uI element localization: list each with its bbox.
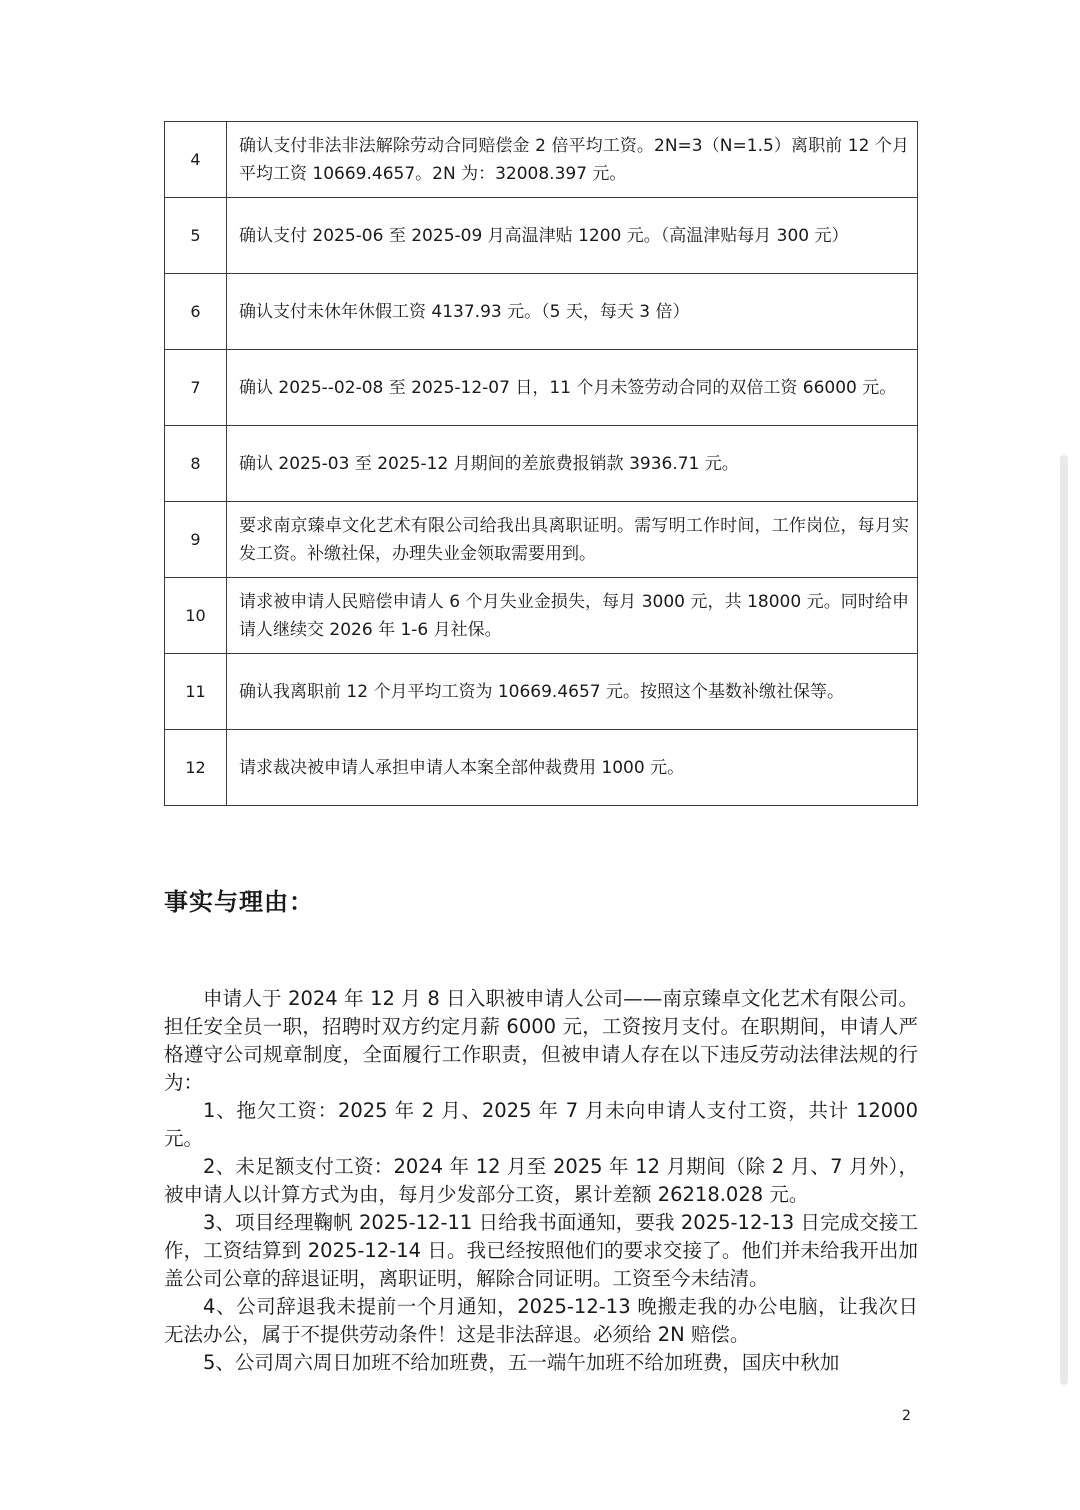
facts-body — [164, 985, 918, 1377]
claim-number: 7 — [165, 350, 227, 426]
claim-text: 确认支付未休年休假工资 4137.93 元。（5 天，每天 3 倍） — [227, 274, 918, 350]
claim-number: 6 — [165, 274, 227, 350]
claim-number: 10 — [165, 578, 227, 654]
table-row — [165, 502, 918, 578]
claim-number: 11 — [165, 654, 227, 730]
claim-number: 9 — [165, 502, 227, 578]
claim-number: 8 — [165, 426, 227, 502]
table-row — [165, 122, 918, 198]
section-heading: 事实与理由： — [164, 888, 314, 916]
facts-paragraph: 1、拖欠工资：2025 年 2 月、2025 年 7 月未向申请人支付工资，共计 12000 元。 — [164, 1099, 918, 1150]
claim-text: 确认我离职前 12 个月平均工资为 10669.4657 元。按照这个基数补缴社保等。 — [227, 654, 918, 730]
claim-text: 确认 2025--02-08 至 2025-12-07 日，11 个月未签劳动合同的双倍工资 66000 元。 — [227, 350, 918, 426]
table-row — [165, 350, 918, 426]
table-row — [165, 198, 918, 274]
table-row — [165, 578, 918, 654]
claim-text: 确认支付非法非法解除劳动合同赔偿金 2 倍平均工资。2N=3（N=1.5）离职前 12 个月平均工资 10669.4657。2N 为：32008.397 元。 — [227, 122, 918, 198]
table-row — [165, 730, 918, 806]
claim-text: 请求被申请人民赔偿申请人 6 个月失业金损失，每月 3000 元，共 18000 元。同时给申请人继续交 2026 年 1-6 月社保。 — [227, 578, 918, 654]
claim-number: 4 — [165, 122, 227, 198]
claim-text: 要求南京臻卓文化艺术有限公司给我出具离职证明。需写明工作时间，工作岗位，每月实发工资。补缴社保，办理失业金领取需要用到。 — [227, 502, 918, 578]
facts-paragraph: 4、公司辞退我未提前一个月通知，2025-12-13 晚搬走我的办公电脑，让我次日无法办公，属于不提供劳动条件！这是非法辞退。必须给 2N 赔偿。 — [164, 1295, 918, 1346]
facts-paragraph: 申请人于 2024 年 12 月 8 日入职被申请人公司——南京臻卓文化艺术有限公司。担任安全员一职，招聘时双方约定月薪 6000 元，工资按月支付。在职期间，申请人严格遵守公司规章制度，全面履行工作职责，但被申请人存在以下违反劳动法律法规的行为： — [164, 987, 918, 1094]
scrollbar[interactable] — [1060, 455, 1068, 1385]
page-number: 2 — [902, 1408, 911, 1424]
claims-table — [164, 121, 918, 806]
claim-text: 确认支付 2025-06 至 2025-09 月高温津贴 1200 元。（高温津贴每月 300 元） — [227, 198, 918, 274]
facts-paragraph: 3、项目经理鞠帆 2025-12-11 日给我书面通知，要我 2025-12-13 日完成交接工作，工资结算到 2025-12-14 日。我已经按照他们的要求交接了。他们并未给我开出加盖公司公章的辞退证明，离职证明，解除合同证明。工资至今未结清。 — [164, 1211, 918, 1290]
table-row — [165, 274, 918, 350]
claim-number: 5 — [165, 198, 227, 274]
facts-paragraph: 2、未足额支付工资：2024 年 12 月至 2025 年 12 月期间（除 2 月、7 月外），被申请人以计算方式为由，每月少发部分工资，累计差额 26218.028 元。 — [164, 1155, 918, 1206]
claim-text: 确认 2025-03 至 2025-12 月期间的差旅费报销款 3936.71 元。 — [227, 426, 918, 502]
table-row — [165, 654, 918, 730]
facts-paragraph: 5、公司周六周日加班不给加班费，五一端午加班不给加班费，国庆中秋加 — [203, 1351, 840, 1374]
table-row — [165, 426, 918, 502]
claim-text: 请求裁决被申请人承担申请人本案全部仲裁费用 1000 元。 — [227, 730, 918, 806]
claim-number: 12 — [165, 730, 227, 806]
